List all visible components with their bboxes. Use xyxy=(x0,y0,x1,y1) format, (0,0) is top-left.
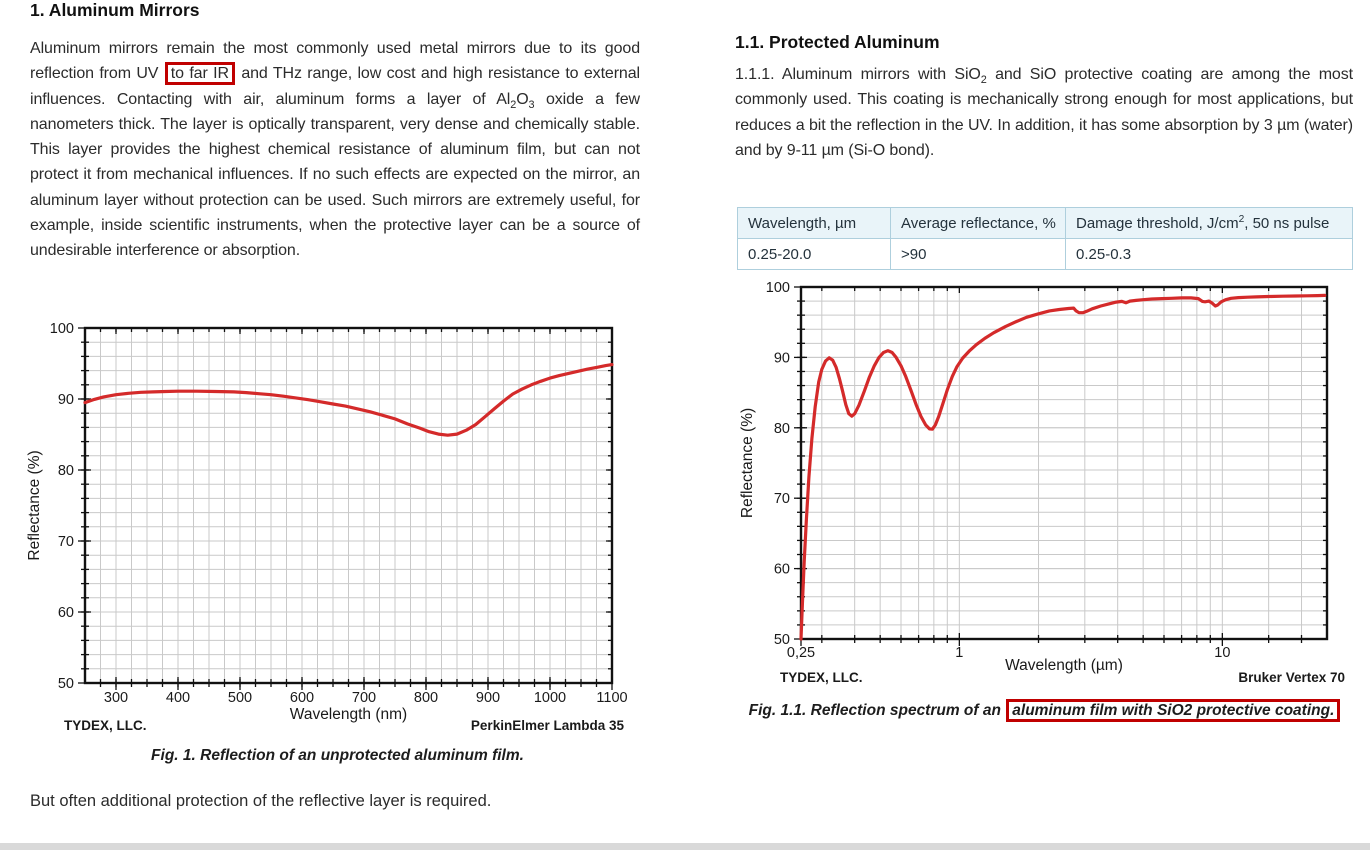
paragraph-text: O xyxy=(516,90,529,108)
svg-text:70: 70 xyxy=(773,491,790,508)
svg-text:PerkinElmer Lambda 35: PerkinElmer Lambda 35 xyxy=(470,718,624,733)
header-text: Damage threshold, J/cm xyxy=(1076,214,1239,232)
reflectance-chart-protected xyxy=(735,276,1355,705)
cell-wavelength-range: 0.25-20.0 xyxy=(738,239,891,270)
section-heading-aluminum-mirrors: 1. Aluminum Mirrors xyxy=(30,0,200,20)
superscript: 2 xyxy=(1238,213,1245,225)
chart-svg xyxy=(735,276,1355,700)
svg-text:1: 1 xyxy=(955,645,964,661)
protected-aluminum-paragraph xyxy=(735,62,1353,163)
svg-text:90: 90 xyxy=(773,350,790,367)
svg-text:60: 60 xyxy=(57,605,74,621)
intro-paragraph xyxy=(30,36,640,264)
svg-text:600: 600 xyxy=(289,690,315,706)
svg-text:Reflectance (%): Reflectance (%) xyxy=(739,407,756,519)
col-header-reflectance: Average reflectance, % xyxy=(891,208,1066,239)
reflectance-chart-unprotected xyxy=(27,313,645,754)
svg-text:500: 500 xyxy=(227,690,253,706)
figure-1-1-caption xyxy=(735,702,1355,720)
svg-text:100: 100 xyxy=(765,280,790,296)
svg-text:60: 60 xyxy=(773,561,790,578)
header-text: , 50 ns pulse xyxy=(1244,214,1330,232)
svg-text:50: 50 xyxy=(57,676,74,692)
paragraph-text: oxide a few nanometers thick. The layer is optically transparent, very dense and chemically stable. This layer provides the highest chemical resistance of aluminum film, but can not protect it from mechanical influences. If no such effects are expected on the mirror, an aluminum layer without protection can be used. Such mirrors are extremely useful, for example, inside scientific instruments, when the protective layer can be a source of undesirable interference or absorption. xyxy=(30,90,640,260)
svg-text:50: 50 xyxy=(773,632,790,648)
svg-text:Bruker Vertex 70: Bruker Vertex 70 xyxy=(1238,670,1345,685)
svg-text:800: 800 xyxy=(413,690,439,706)
figure-1-caption xyxy=(30,747,645,765)
paragraph-text: and THz range, low cost and high resistance to external influences. Contacting with air, aluminum forms a layer of Al xyxy=(30,65,640,108)
paragraph-text: and SiO protective coating are among the most commonly used. This coating is mechanically strong enough for most applications, but reduces a bit the reflection in the UV. In addition, it has some absorption by 3 µm (water) and by 9-11 µm (Si-O bond). xyxy=(735,66,1353,159)
svg-text:100: 100 xyxy=(49,321,74,337)
svg-text:Reflectance (%): Reflectance (%) xyxy=(27,450,43,561)
svg-text:700: 700 xyxy=(351,690,377,706)
svg-text:80: 80 xyxy=(773,420,790,437)
svg-text:400: 400 xyxy=(165,690,191,706)
closing-text: But often additional protection of the reflective layer is required. xyxy=(30,792,492,810)
spec-table xyxy=(737,207,1353,270)
table-row xyxy=(738,239,1353,270)
col-header-wavelength: Wavelength, µm xyxy=(738,208,891,239)
subscript: 2 xyxy=(510,98,517,111)
svg-text:TYDEX, LLC.: TYDEX, LLC. xyxy=(64,718,147,733)
svg-text:1000: 1000 xyxy=(533,690,567,706)
subscript: 2 xyxy=(980,74,987,86)
col-header-damage-threshold xyxy=(1066,208,1353,239)
paragraph-text: 1.1.1. Aluminum mirrors with SiO xyxy=(735,66,981,83)
svg-text:1100: 1100 xyxy=(596,690,628,706)
table-header-row xyxy=(738,208,1353,239)
svg-text:10: 10 xyxy=(1214,645,1231,661)
chart-svg xyxy=(27,313,645,749)
caption-text: Fig. 1.1. Reflection spectrum of an xyxy=(748,702,1001,719)
cell-avg-reflectance: >90 xyxy=(891,239,1066,270)
cell-damage-threshold: 0.25-0.3 xyxy=(1066,239,1353,270)
window-bottom-edge xyxy=(0,843,1370,850)
svg-text:0,25: 0,25 xyxy=(786,645,816,661)
svg-text:80: 80 xyxy=(57,463,74,479)
section-heading-protected-aluminum: 1.1. Protected Aluminum xyxy=(735,32,940,52)
svg-text:70: 70 xyxy=(57,534,74,550)
svg-text:TYDEX, LLC.: TYDEX, LLC. xyxy=(780,670,863,685)
svg-text:900: 900 xyxy=(475,690,501,706)
red-annotation-box: aluminum film with SiO2 protective coating. xyxy=(1006,699,1340,722)
svg-text:Wavelength (nm): Wavelength (nm) xyxy=(289,706,408,723)
paragraph-text: Aluminum mirrors remain the most commonly used metal mirrors due to its good reflection from UV xyxy=(30,40,640,83)
svg-text:Wavelength (µm): Wavelength (µm) xyxy=(1005,657,1123,674)
subscript: 3 xyxy=(528,98,535,111)
svg-text:90: 90 xyxy=(57,392,74,408)
red-annotation-box: to far IR xyxy=(165,62,235,85)
svg-text:300: 300 xyxy=(103,690,129,706)
caption-text: Fig. 1. Reflection of an unprotected aluminum film. xyxy=(151,747,524,764)
